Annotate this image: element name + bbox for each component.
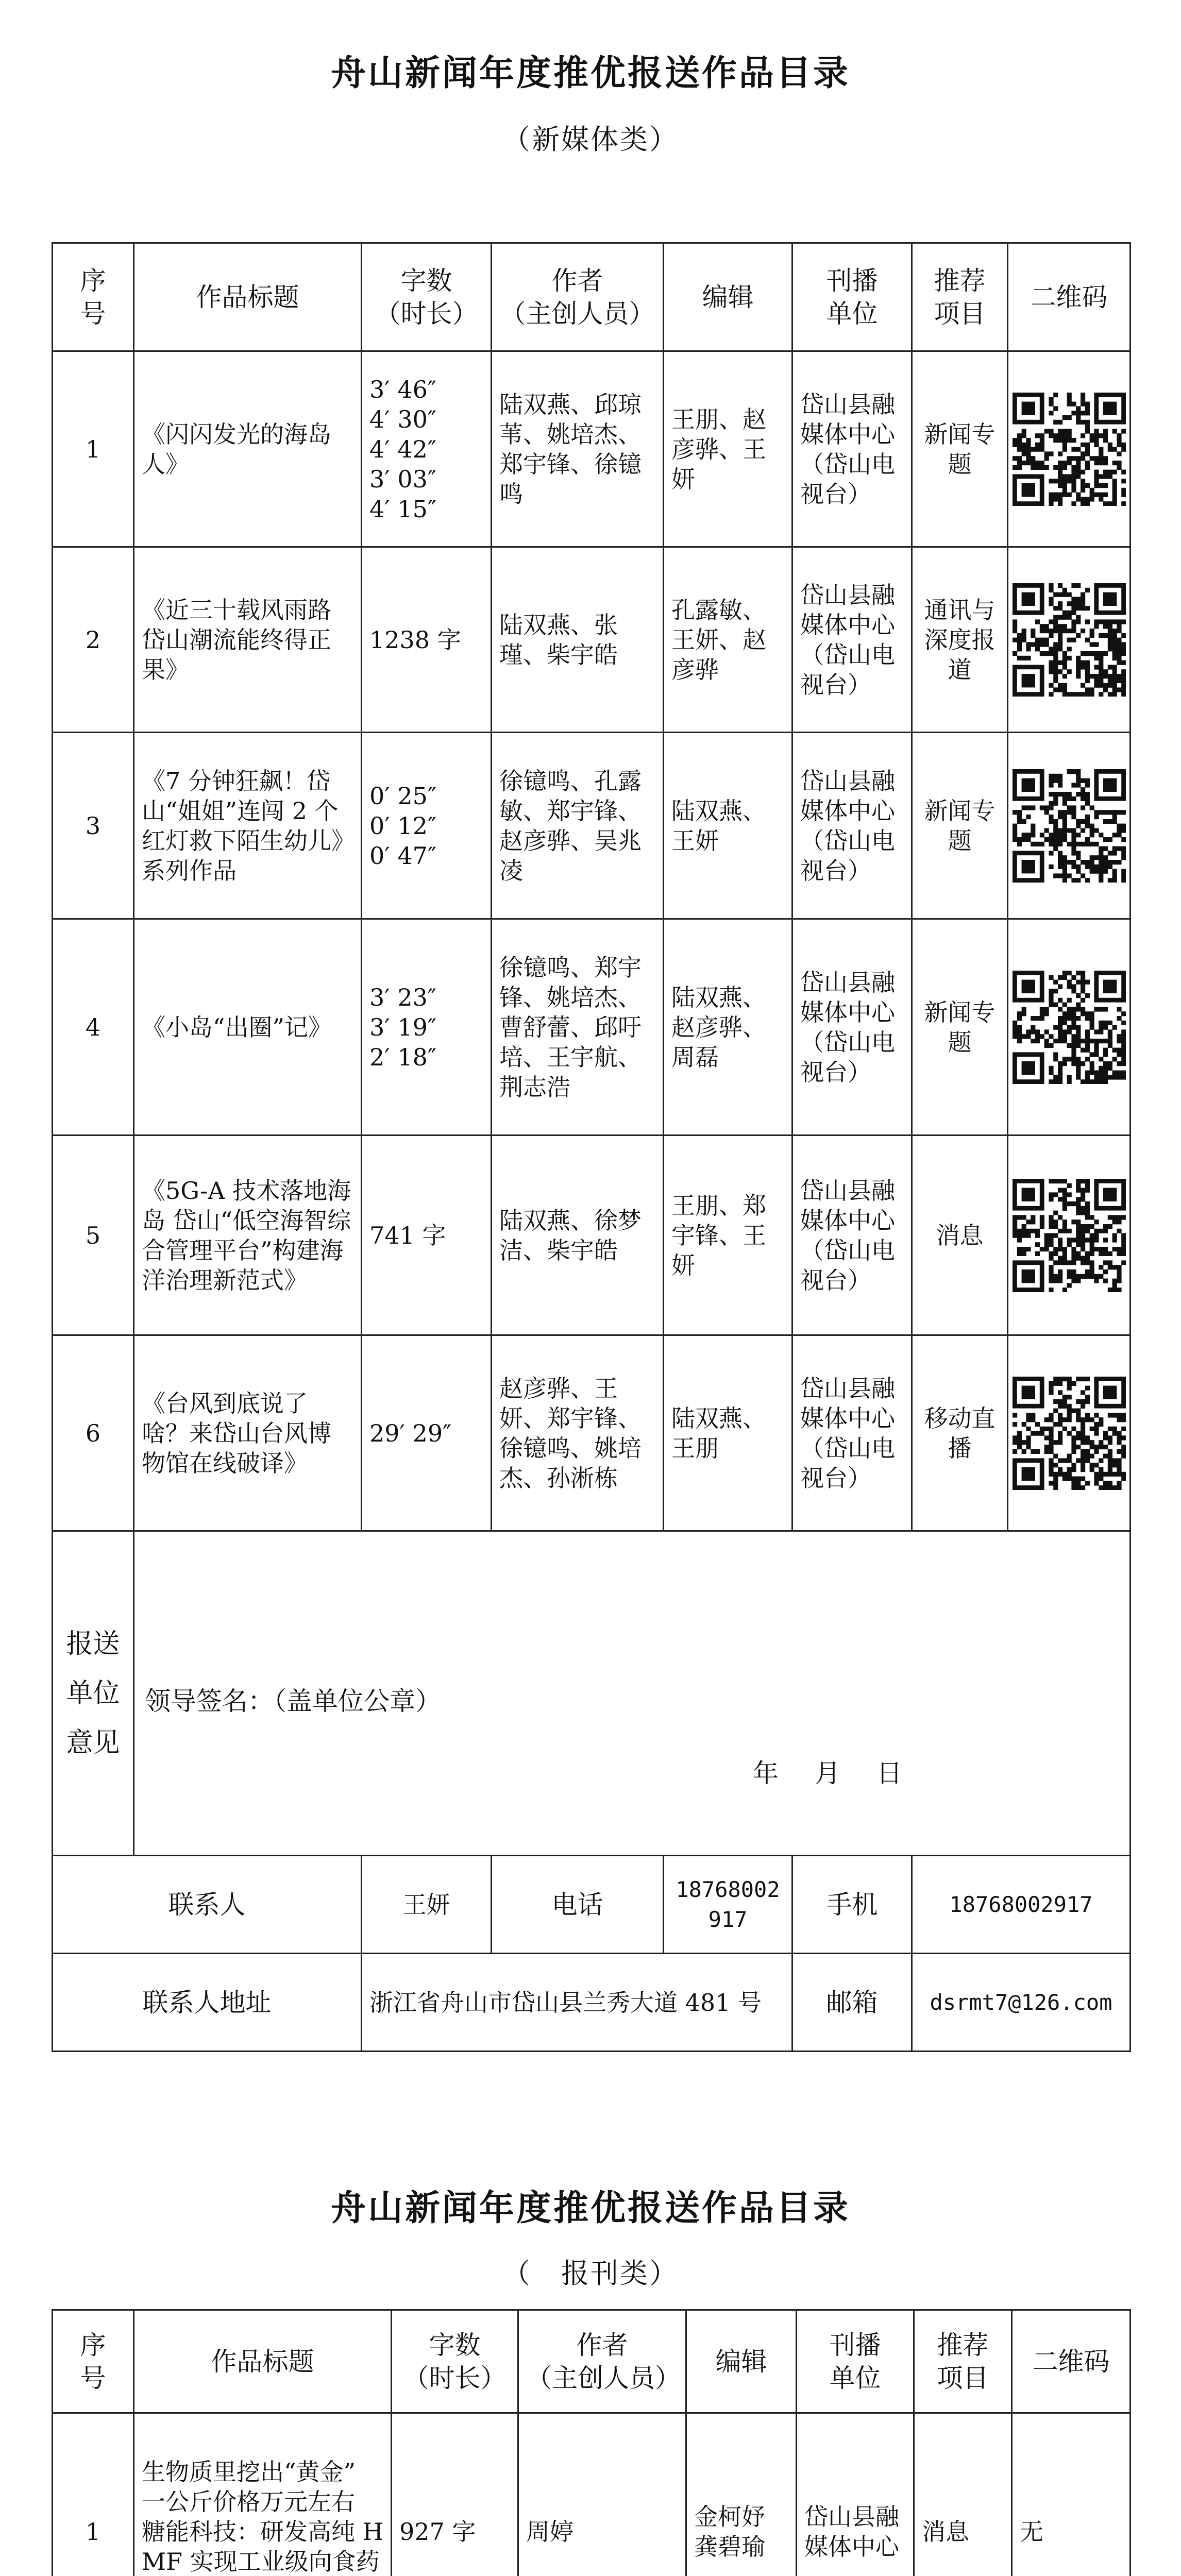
mobile-value: 18768002917 xyxy=(912,1856,1131,1954)
address-label: 联系人地址 xyxy=(53,1954,362,2052)
header-no: 序 号 xyxy=(53,243,134,351)
row-no: 5 xyxy=(53,1136,134,1335)
doc1-table xyxy=(52,242,1131,2052)
header-category: 推荐 项目 xyxy=(914,2310,1012,2413)
row-editor: 金柯妤 龚碧瑜 xyxy=(686,2413,797,2576)
qr-code-icon xyxy=(1013,1179,1126,1292)
phone-value: 18768002917 xyxy=(664,1856,792,1954)
header-editor: 编辑 xyxy=(664,243,792,351)
row-editor: 王朋、赵彦骅、王妍 xyxy=(664,351,792,547)
row-title: 生物质里挖出“黄金” 一公斤价格万元左右 糖能科技：研发高纯 HMF 实现工业级向食药 xyxy=(134,2413,392,2576)
row-publisher: 岱山县融媒体中心（岱山电视台） xyxy=(792,1136,912,1335)
row-author: 周婷 xyxy=(518,2413,686,2576)
row-title: 《小岛“出圈”记》 xyxy=(134,919,362,1136)
table-row xyxy=(53,547,1131,733)
row-category: 新闻专题 xyxy=(912,733,1008,919)
leader-signature: 领导签名：（盖单位公章） xyxy=(145,1686,441,1716)
row-editor: 陆双燕、王妍 xyxy=(664,733,792,919)
header-editor: 编辑 xyxy=(686,2310,797,2413)
header-author: 作者 （主创人员） xyxy=(492,243,664,351)
qr-code-icon xyxy=(1013,971,1126,1084)
row-length: 741 字 xyxy=(362,1136,492,1335)
row-publisher: 岱山县融媒体中心 xyxy=(797,2413,914,2576)
row-no: 4 xyxy=(53,919,134,1136)
row-no: 3 xyxy=(53,733,134,919)
header-publisher: 刊播 单位 xyxy=(797,2310,914,2413)
doc1-title: 舟山新闻年度推优报送作品目录 xyxy=(330,53,850,94)
doc1-header-row xyxy=(53,243,1131,351)
row-category: 移动直播 xyxy=(912,1335,1008,1531)
header-category: 推荐 项目 xyxy=(912,243,1008,351)
row-editor: 陆双燕、王朋 xyxy=(664,1335,792,1531)
row-author: 陆双燕、张瑾、柴宇皓 xyxy=(492,547,664,733)
contact-row xyxy=(53,1856,1131,1954)
table-row xyxy=(53,919,1131,1136)
header-no: 序 号 xyxy=(53,2310,134,2413)
qr-code[interactable] xyxy=(1008,733,1131,919)
header-qr: 二维码 xyxy=(1008,243,1131,351)
row-title: 《7 分钟狂飙！岱山“姐姐”连闯 2 个红灯救下陌生幼儿》系列作品 xyxy=(134,733,362,919)
row-author: 陆双燕、邱琼苇、姚培杰、郑宇锋、徐镱鸣 xyxy=(492,351,664,547)
row-publisher: 岱山县融媒体中心（岱山电视台） xyxy=(792,1335,912,1531)
row-category: 新闻专题 xyxy=(912,351,1008,547)
phone-label: 电话 xyxy=(492,1856,664,1954)
row-editor: 王朋、郑宇锋、王妍 xyxy=(664,1136,792,1335)
row-title: 《5G-A 技术落地海岛 岱山“低空海智综合管理平台”构建海洋治理新范式》 xyxy=(134,1136,362,1335)
signature-date: 年 月 日 xyxy=(753,1758,907,1788)
row-no: 2 xyxy=(53,547,134,733)
email-label: 邮箱 xyxy=(792,1954,912,2052)
qr-code-icon xyxy=(1013,1377,1126,1490)
row-category: 消息 xyxy=(914,2413,1012,2576)
qr-code[interactable] xyxy=(1008,1136,1131,1335)
row-no: 6 xyxy=(53,1335,134,1531)
contact-person-label: 联系人 xyxy=(53,1856,362,1954)
qr-code[interactable] xyxy=(1008,1335,1131,1531)
row-publisher: 岱山县融媒体中心（岱山电视台） xyxy=(792,733,912,919)
row-publisher: 岱山县融媒体中心（岱山电视台） xyxy=(792,919,912,1136)
row-category: 消息 xyxy=(912,1136,1008,1335)
row-publisher: 岱山县融媒体中心（岱山电视台） xyxy=(792,351,912,547)
row-length: 3′ 23″ 3′ 19″ 2′ 18″ xyxy=(362,919,492,1136)
row-length: 3′ 46″ 4′ 30″ 4′ 42″ 3′ 03″ 4′ 15″ xyxy=(362,351,492,547)
qr-code-icon xyxy=(1013,583,1126,697)
qr-code[interactable] xyxy=(1008,547,1131,733)
qr-code-icon xyxy=(1013,393,1126,506)
row-editor: 陆双燕、赵彦骅、周磊 xyxy=(664,919,792,1136)
table-row xyxy=(53,2413,1131,2576)
row-author: 徐镱鸣、孔露敏、郑宇锋、赵彦骅、吴兆凌 xyxy=(492,733,664,919)
address-row xyxy=(53,1954,1131,2052)
contact-person: 王妍 xyxy=(362,1856,492,1954)
table-row xyxy=(53,1335,1131,1531)
row-category: 新闻专题 xyxy=(912,919,1008,1136)
doc2-title: 舟山新闻年度推优报送作品目录 xyxy=(330,2188,850,2229)
row-publisher: 岱山县融媒体中心（岱山电视台） xyxy=(792,547,912,733)
header-publisher: 刊播 单位 xyxy=(792,243,912,351)
row-length: 927 字 xyxy=(392,2413,518,2576)
row-title: 《台风到底说了啥？来岱山台风博物馆在线破译》 xyxy=(134,1335,362,1531)
qr-code-icon xyxy=(1013,769,1126,883)
header-author: 作者 （主创人员） xyxy=(518,2310,686,2413)
row-length: 29′ 29″ xyxy=(362,1335,492,1531)
header-title: 作品标题 xyxy=(134,243,362,351)
row-length: 0′ 25″ 0′ 12″ 0′ 47″ xyxy=(362,733,492,919)
row-author: 陆双燕、徐梦洁、柴宇皓 xyxy=(492,1136,664,1335)
header-length: 字数 （时长） xyxy=(362,243,492,351)
row-no: 1 xyxy=(53,2413,134,2576)
address-value: 浙江省舟山市岱山县兰秀大道 481 号 xyxy=(362,1954,792,2052)
table-row xyxy=(53,351,1131,547)
row-category: 通讯与深度报道 xyxy=(912,547,1008,733)
header-length: 字数 （时长） xyxy=(392,2310,518,2413)
signature-row xyxy=(53,1531,1131,1856)
doc2-header-row xyxy=(53,2310,1131,2413)
doc2-subtitle: （ 报刊类） xyxy=(502,2257,679,2290)
row-title: 《近三十载风雨路 岱山潮流能终得正果》 xyxy=(134,547,362,733)
doc2-table xyxy=(52,2309,1131,2576)
row-title: 《闪闪发光的海岛人》 xyxy=(134,351,362,547)
header-title: 作品标题 xyxy=(134,2310,392,2413)
row-qr: 无 xyxy=(1012,2413,1131,2576)
mobile-label: 手机 xyxy=(792,1856,912,1954)
signature-area xyxy=(134,1531,1131,1856)
row-author: 赵彦骅、王妍、郑宇锋、徐镱鸣、姚培杰、孙淅栋 xyxy=(492,1335,664,1531)
doc1-subtitle: （新媒体类） xyxy=(502,123,679,156)
qr-code[interactable] xyxy=(1008,919,1131,1136)
row-no: 1 xyxy=(53,351,134,547)
row-length: 1238 字 xyxy=(362,547,492,733)
table-row xyxy=(53,1136,1131,1335)
row-author: 徐镱鸣、郑宇锋、姚培杰、曹舒蕾、邱吁培、王宇航、荆志浩 xyxy=(492,919,664,1136)
row-editor: 孔露敏、王妍、赵彦骅 xyxy=(664,547,792,733)
qr-code[interactable] xyxy=(1008,351,1131,547)
header-qr: 二维码 xyxy=(1012,2310,1131,2413)
table-row xyxy=(53,733,1131,919)
signature-label: 报送 单位 意见 xyxy=(53,1531,134,1856)
email-value: dsrmt7@126.com xyxy=(912,1954,1131,2052)
